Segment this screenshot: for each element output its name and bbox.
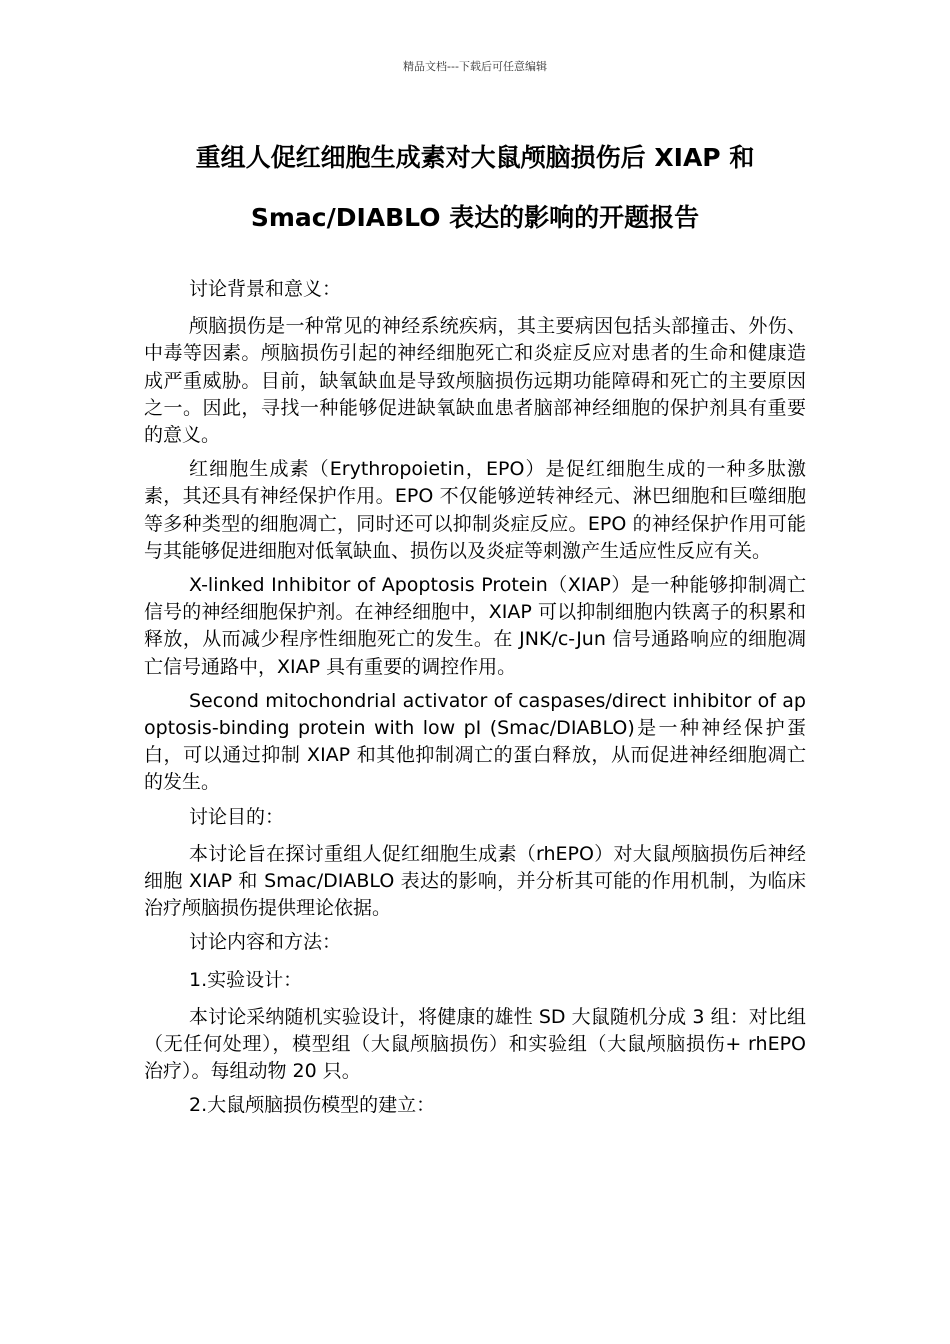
paragraph-experiment-design: 本讨论采纳随机实验设计，将健康的雄性 SD 大鼠随机分成 3 组：对比组（无任何处理），模型组（大鼠颅脑损伤）和实验组（大鼠颅脑损伤+ rhEPO 治疗）。每组动物 20 只。 [144, 1005, 806, 1083]
paragraph-background-4: Second mitochondrial activator of caspases/direct inhibitor of apoptosis-binding protein with low pI (Smac/DIABLO)是一种神经保护蛋白，可以通过抑制 XIAP 和其他抑制凋亡的蛋白释放，从而促进神经细胞凋亡的发生。 [144, 689, 806, 794]
paragraph-background-3: X-linked Inhibitor of Apoptosis Protein（XIAP）是一种能够抑制凋亡信号的神经细胞保护剂。在神经细胞中，XIAP 可以抑制细胞内铁离子的积累和释放，从而减少程序性细胞死亡的发生。在 JNK/c-Jun 信号通路响应的细胞凋亡信号通路中，XIAP 具有重要的调控作用。 [144, 574, 806, 678]
section-heading-aim: 讨论目的： [189, 805, 285, 828]
document-title-line-1: 重组人促红细胞生成素对大鼠颅脑损伤后 XIAP 和 [195, 143, 755, 172]
document-title-line-2: Smac/DIABLO 表达的影响的开题报告 [250, 203, 700, 232]
paragraph-aim-1: 本讨论旨在探讨重组人促红细胞生成素（rhEPO）对大鼠颅脑损伤后神经细胞 XIAP 和 Smac/DIABLO 表达的影响，并分析其可能的作用机制，为临床治疗颅脑损伤提供理论依据。 [144, 842, 806, 920]
header-note: 精品文档---下载后可任意编辑 [403, 60, 547, 73]
paragraph-background-1: 颅脑损伤是一种常见的神经系统疾病，其主要病因包括头部撞击、外伤、中毒等因素。颅脑损伤引起的神经细胞死亡和炎症反应对患者的生命和健康造成严重威胁。目前，缺氧缺血是导致颅脑损伤远期功能障碍和死亡的主要原因之一。因此，寻找一种能够促进缺氧缺血患者脑部神经细胞的保护剂具有重要的意义。 [144, 315, 806, 447]
section-heading-methods: 讨论内容和方法： [189, 931, 342, 954]
subheading-experiment-design: 1.实验设计： [189, 968, 303, 991]
section-heading-background: 讨论背景和意义： [189, 278, 342, 300]
paragraph-background-2: 红细胞生成素（Erythropoietin，EPO）是促红细胞生成的一种多肽激素，其还具有神经保护作用。EPO 不仅能够逆转神经元、淋巴细胞和巨噬细胞等多种类型的细胞凋亡，同时还可以抑制炎症反应。EPO 的神经保护作用可能与其能够促进细胞对低氧缺血、损伤以及炎症等刺激产生适应性反应有关。 [144, 458, 806, 562]
document-body [144, 276, 806, 1130]
subheading-model-establishment: 2.大鼠颅脑损伤模型的建立： [189, 1094, 436, 1117]
